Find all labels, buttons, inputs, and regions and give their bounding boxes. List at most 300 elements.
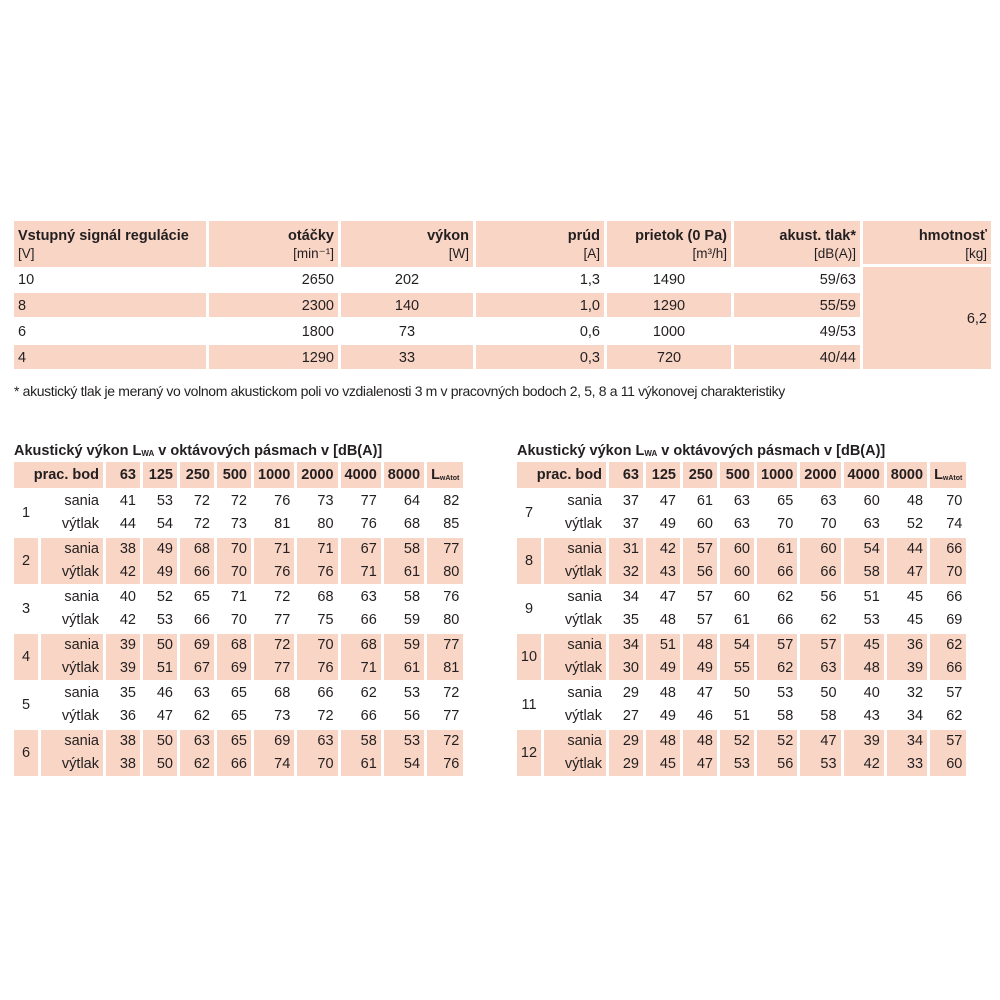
band-value: 70	[297, 752, 337, 776]
row-type-label: výtlak	[544, 752, 606, 776]
band-value: 76	[297, 656, 337, 680]
spec-cell: 140	[341, 291, 473, 317]
band-value: 32	[887, 680, 927, 704]
band-value: 77	[341, 488, 381, 512]
band-value: 81	[274, 516, 291, 532]
header-signal: Vstupný signál regulácie [V]	[14, 221, 206, 267]
band-value: 56	[757, 752, 797, 776]
acoustic-title	[14, 440, 466, 462]
band-value: 44	[119, 516, 136, 532]
total-value: 80	[443, 612, 460, 628]
band-value: 67	[341, 536, 381, 560]
band-value: 66	[193, 612, 210, 628]
spec-cell: 1290	[607, 291, 731, 317]
band-value: 63	[800, 488, 840, 512]
band-value: 47	[800, 728, 840, 752]
spec-cell: 1490	[652, 272, 686, 288]
band-value: 72	[217, 488, 251, 512]
operating-point-group	[14, 728, 463, 776]
band-value: 70	[230, 612, 247, 628]
band-value: 76	[254, 488, 294, 512]
band-value: 30	[609, 656, 643, 680]
band-value: 54	[844, 536, 884, 560]
band-value: 63	[180, 680, 214, 704]
total-value: 80	[427, 560, 463, 584]
header-band: 2000	[297, 462, 337, 488]
unit: [V]	[18, 246, 35, 261]
band-value: 73	[274, 708, 291, 724]
total-value: 77	[427, 632, 463, 656]
band-value: 77	[254, 656, 294, 680]
header-current: prúd [A]	[476, 221, 604, 267]
spec-cell: 4	[14, 343, 206, 369]
acoustic-row-sania	[517, 536, 966, 560]
total-value: 77	[427, 536, 463, 560]
header-band: 250	[180, 462, 214, 488]
band-value: 56	[403, 708, 421, 724]
band-value: 72	[180, 488, 214, 512]
header-airflow: prietok (0 Pa) [m³/h]	[607, 221, 731, 267]
header-band: 500	[720, 462, 754, 488]
total-value: 66	[930, 656, 966, 680]
band-value: 53	[384, 680, 424, 704]
band-value: 48	[659, 612, 676, 628]
band-value: 80	[317, 516, 334, 532]
unit: [A]	[583, 246, 600, 261]
total-value: 66	[930, 584, 966, 608]
band-value: 59	[403, 612, 421, 628]
operating-point-number: 8	[517, 536, 541, 584]
band-value: 62	[757, 584, 797, 608]
spec-cell: 49/53	[734, 317, 860, 343]
spec-row	[14, 291, 991, 317]
band-value: 53	[757, 680, 797, 704]
band-value: 70	[217, 536, 251, 560]
band-value: 72	[254, 584, 294, 608]
acoustic-row-vytlak	[14, 704, 463, 728]
header-band: 4000	[341, 462, 381, 488]
acoustic-row-vytlak	[517, 752, 966, 776]
row-type-label: výtlak	[544, 560, 606, 584]
row-type-label: sania	[41, 728, 103, 752]
band-value: 34	[906, 708, 924, 724]
spec-cell: 0,6	[476, 317, 604, 343]
operating-point-number: 3	[14, 584, 38, 632]
acoustic-row-sania	[517, 584, 966, 608]
acoustic-row-sania	[14, 680, 463, 704]
band-value: 66	[180, 560, 214, 584]
header-total	[427, 462, 463, 488]
band-value: 61	[384, 560, 424, 584]
band-value: 48	[646, 728, 680, 752]
band-value: 50	[143, 632, 177, 656]
band-value: 63	[733, 516, 750, 532]
band-value: 34	[609, 632, 643, 656]
band-value: 53	[156, 612, 173, 628]
band-value: 48	[887, 488, 927, 512]
band-value: 53	[800, 752, 840, 776]
band-value: 50	[800, 680, 840, 704]
band-value: 71	[217, 584, 251, 608]
band-value: 31	[609, 536, 643, 560]
band-value: 63	[341, 584, 381, 608]
band-value: 63	[800, 656, 840, 680]
band-value: 68	[297, 584, 337, 608]
title-subscript: WA	[141, 449, 155, 458]
operating-point-number: 2	[14, 536, 38, 584]
row-type-label: výtlak	[61, 516, 99, 532]
row-type-label: sania	[544, 488, 606, 512]
band-value: 71	[341, 560, 381, 584]
operating-point-group	[517, 584, 966, 632]
operating-point-group	[14, 536, 463, 584]
band-value: 49	[659, 516, 676, 532]
header-operating-point: prac. bod	[517, 462, 606, 488]
row-type-label: sania	[41, 536, 103, 560]
acoustic-row-sania	[14, 584, 463, 608]
total-value: 70	[930, 488, 966, 512]
total-value: 62	[946, 708, 963, 724]
title-text: v oktávových pásmach v [dB(A)]	[657, 443, 886, 459]
band-value: 57	[683, 584, 717, 608]
footnote: * akustický tlak je meraný vo volnom akustickom poli vo vzdialenosti 3 m v pracovných bodoch 2, 5, 8 a 11 výkonovej charakteristiky	[14, 383, 785, 399]
operating-point-group	[517, 632, 966, 680]
row-type-label: sania	[544, 680, 606, 704]
row-type-label: výtlak	[564, 516, 602, 532]
band-value: 70	[217, 560, 251, 584]
band-value: 54	[384, 752, 424, 776]
operating-point-group	[517, 680, 966, 728]
header-band: 8000	[384, 462, 424, 488]
header-total	[930, 462, 966, 488]
band-value: 58	[844, 560, 884, 584]
band-value: 61	[341, 752, 381, 776]
band-value: 60	[800, 536, 840, 560]
header-band: 63	[106, 462, 140, 488]
acoustic-row-vytlak	[517, 512, 966, 536]
unit: [dB(A)]	[813, 246, 856, 261]
header-band: 2000	[800, 462, 840, 488]
spec-cell: 10	[18, 272, 35, 288]
band-value: 64	[384, 488, 424, 512]
title-text: Akustický výkon L	[14, 443, 142, 459]
operating-point-number: 4	[14, 632, 38, 680]
band-value: 62	[341, 680, 381, 704]
band-value: 45	[906, 612, 924, 628]
total-value: 76	[427, 752, 463, 776]
acoustic-row-sania	[14, 488, 463, 512]
band-value: 73	[297, 488, 337, 512]
operating-point-number: 10	[517, 632, 541, 680]
band-value: 36	[119, 708, 136, 724]
operating-point-number: 9	[517, 584, 541, 632]
spec-row	[14, 343, 991, 369]
spec-row	[14, 317, 991, 343]
spec-cell: 202	[394, 272, 420, 288]
total-value: 74	[946, 516, 963, 532]
band-value: 37	[622, 516, 639, 532]
band-value: 70	[820, 516, 837, 532]
total-value: 62	[930, 632, 966, 656]
row-type-label: sania	[544, 728, 606, 752]
band-value: 42	[119, 612, 136, 628]
total-label: L	[431, 467, 440, 483]
total-value: 69	[946, 612, 963, 628]
spec-cell: 1800	[209, 317, 338, 343]
band-value: 29	[609, 680, 643, 704]
band-value: 38	[106, 536, 140, 560]
spec-cell: 33	[341, 343, 473, 369]
band-value: 70	[297, 632, 337, 656]
band-value: 51	[844, 584, 884, 608]
acoustic-row-sania	[14, 536, 463, 560]
spec-row	[14, 267, 991, 291]
total-value: 82	[427, 488, 463, 512]
spec-cell: 6	[14, 317, 206, 343]
header-power: výkon [W]	[341, 221, 473, 267]
band-value: 48	[646, 680, 680, 704]
spec-cell: 0,3	[476, 343, 604, 369]
band-value: 42	[844, 752, 884, 776]
acoustic-table	[514, 462, 969, 776]
band-value: 62	[757, 656, 797, 680]
acoustic-row-vytlak	[517, 704, 966, 728]
acoustic-row-vytlak	[14, 656, 463, 680]
band-value: 47	[683, 680, 717, 704]
spec-cell: 73	[341, 317, 473, 343]
unit: [m³/h]	[692, 246, 727, 261]
band-value: 50	[720, 680, 754, 704]
operating-point-group	[14, 488, 463, 536]
row-type-label: výtlak	[564, 612, 602, 628]
band-value: 41	[106, 488, 140, 512]
band-value: 49	[683, 656, 717, 680]
band-value: 61	[733, 612, 750, 628]
acoustic-table	[11, 462, 466, 776]
band-value: 65	[757, 488, 797, 512]
row-type-label: výtlak	[61, 612, 99, 628]
band-value: 68	[180, 536, 214, 560]
band-value: 46	[143, 680, 177, 704]
total-value: 72	[427, 680, 463, 704]
band-value: 60	[696, 516, 713, 532]
total-value: 85	[443, 516, 460, 532]
header-band: 125	[646, 462, 680, 488]
band-value: 58	[820, 708, 837, 724]
band-value: 29	[609, 752, 643, 776]
band-value: 56	[683, 560, 717, 584]
band-value: 76	[254, 560, 294, 584]
band-value: 51	[143, 656, 177, 680]
band-value: 48	[683, 632, 717, 656]
acoustic-row-vytlak	[14, 608, 463, 632]
band-value: 60	[720, 560, 754, 584]
band-value: 53	[143, 488, 177, 512]
band-value: 68	[341, 632, 381, 656]
band-value: 76	[297, 560, 337, 584]
band-value: 57	[800, 632, 840, 656]
spec-cell: 8	[14, 291, 206, 317]
spec-body	[14, 267, 991, 369]
band-value: 71	[254, 536, 294, 560]
band-value: 42	[646, 536, 680, 560]
band-value: 47	[156, 708, 173, 724]
band-value: 54	[156, 516, 173, 532]
band-value: 71	[297, 536, 337, 560]
operating-point-number: 12	[517, 728, 541, 776]
operating-point-number: 6	[14, 728, 38, 776]
acoustic-row-vytlak	[14, 752, 463, 776]
acoustic-header-row	[14, 462, 463, 488]
band-value: 48	[844, 656, 884, 680]
acoustic-table-left	[14, 440, 466, 776]
band-value: 69	[217, 656, 251, 680]
header-band: 4000	[844, 462, 884, 488]
spec-cell: 2650	[301, 272, 334, 288]
band-value: 52	[143, 584, 177, 608]
operating-point-group	[517, 488, 966, 536]
spec-cell: 40/44	[734, 343, 860, 369]
band-value: 65	[217, 680, 251, 704]
band-value: 77	[274, 612, 291, 628]
band-value: 56	[800, 584, 840, 608]
unit: [kg]	[965, 246, 987, 261]
spec-table	[11, 221, 994, 369]
band-value: 49	[143, 536, 177, 560]
operating-point-number: 5	[14, 680, 38, 728]
operating-point-number: 1	[14, 488, 38, 536]
header-band: 1000	[254, 462, 294, 488]
row-type-label: sania	[41, 488, 103, 512]
operating-point-group	[14, 584, 463, 632]
band-value: 42	[106, 560, 140, 584]
acoustic-row-sania	[14, 728, 463, 752]
band-value: 52	[720, 728, 754, 752]
header-rpm: otáčky [min⁻¹]	[209, 221, 338, 267]
band-value: 67	[180, 656, 214, 680]
row-type-label: sania	[544, 536, 606, 560]
acoustic-header-row	[517, 462, 966, 488]
band-value: 34	[609, 584, 643, 608]
band-value: 61	[757, 536, 797, 560]
total-subscript: wAtot	[942, 475, 963, 482]
band-value: 47	[646, 584, 680, 608]
header-band: 125	[143, 462, 177, 488]
title-subscript: WA	[644, 449, 658, 458]
band-value: 55	[720, 656, 754, 680]
band-value: 39	[106, 632, 140, 656]
band-value: 72	[254, 632, 294, 656]
spec-header-row	[14, 221, 991, 267]
header-band: 1000	[757, 462, 797, 488]
band-value: 72	[193, 516, 210, 532]
band-value: 54	[720, 632, 754, 656]
header-band: 500	[217, 462, 251, 488]
band-value: 66	[360, 612, 377, 628]
band-value: 76	[360, 516, 377, 532]
band-value: 39	[844, 728, 884, 752]
band-value: 37	[609, 488, 643, 512]
band-value: 66	[800, 560, 840, 584]
band-value: 53	[384, 728, 424, 752]
row-type-label: sania	[41, 584, 103, 608]
row-type-label: sania	[544, 584, 606, 608]
band-value: 58	[384, 584, 424, 608]
band-value: 66	[757, 560, 797, 584]
acoustic-row-sania	[517, 728, 966, 752]
band-value: 65	[180, 584, 214, 608]
band-value: 43	[863, 708, 880, 724]
header-weight: hmotnosť [kg]	[863, 221, 991, 267]
band-value: 52	[906, 516, 924, 532]
acoustic-title	[517, 440, 969, 462]
total-value: 57	[930, 728, 966, 752]
total-value: 77	[443, 708, 460, 724]
operating-point-group	[14, 680, 463, 728]
band-value: 53	[863, 612, 880, 628]
band-value: 45	[844, 632, 884, 656]
band-value: 63	[863, 516, 880, 532]
band-value: 63	[180, 728, 214, 752]
row-type-label: výtlak	[564, 708, 602, 724]
spec-cell: 1000	[607, 317, 731, 343]
header-band: 8000	[887, 462, 927, 488]
band-value: 44	[887, 536, 927, 560]
acoustic-row-sania	[517, 632, 966, 656]
spec-cell: 1,3	[579, 272, 600, 288]
spec-cell: 2300	[209, 291, 338, 317]
band-value: 58	[341, 728, 381, 752]
acoustic-row-vytlak	[517, 560, 966, 584]
band-value: 74	[254, 752, 294, 776]
operating-point-number: 11	[517, 680, 541, 728]
band-value: 60	[720, 584, 754, 608]
total-value: 70	[930, 560, 966, 584]
band-value: 45	[646, 752, 680, 776]
band-value: 32	[609, 560, 643, 584]
band-value: 66	[777, 612, 794, 628]
spec-cell: 59/63	[819, 272, 856, 288]
row-type-label: sania	[41, 632, 103, 656]
band-value: 70	[777, 516, 794, 532]
band-value: 72	[317, 708, 334, 724]
band-value: 38	[106, 752, 140, 776]
band-value: 66	[217, 752, 251, 776]
band-value: 36	[887, 632, 927, 656]
band-value: 51	[646, 632, 680, 656]
band-value: 57	[696, 612, 713, 628]
band-value: 62	[820, 612, 837, 628]
band-value: 39	[887, 656, 927, 680]
row-type-label: výtlak	[61, 708, 99, 724]
band-value: 47	[887, 560, 927, 584]
band-value: 33	[887, 752, 927, 776]
spec-cell: 1,0	[476, 291, 604, 317]
band-value: 65	[217, 728, 251, 752]
band-value: 39	[106, 656, 140, 680]
band-value: 34	[887, 728, 927, 752]
band-value: 61	[683, 488, 717, 512]
row-type-label: výtlak	[41, 560, 103, 584]
total-value: 81	[427, 656, 463, 680]
band-value: 27	[622, 708, 639, 724]
spec-cell: 1290	[209, 343, 338, 369]
band-value: 69	[180, 632, 214, 656]
acoustic-row-vytlak	[14, 512, 463, 536]
band-value: 48	[683, 728, 717, 752]
band-value: 62	[193, 708, 210, 724]
band-value: 52	[757, 728, 797, 752]
